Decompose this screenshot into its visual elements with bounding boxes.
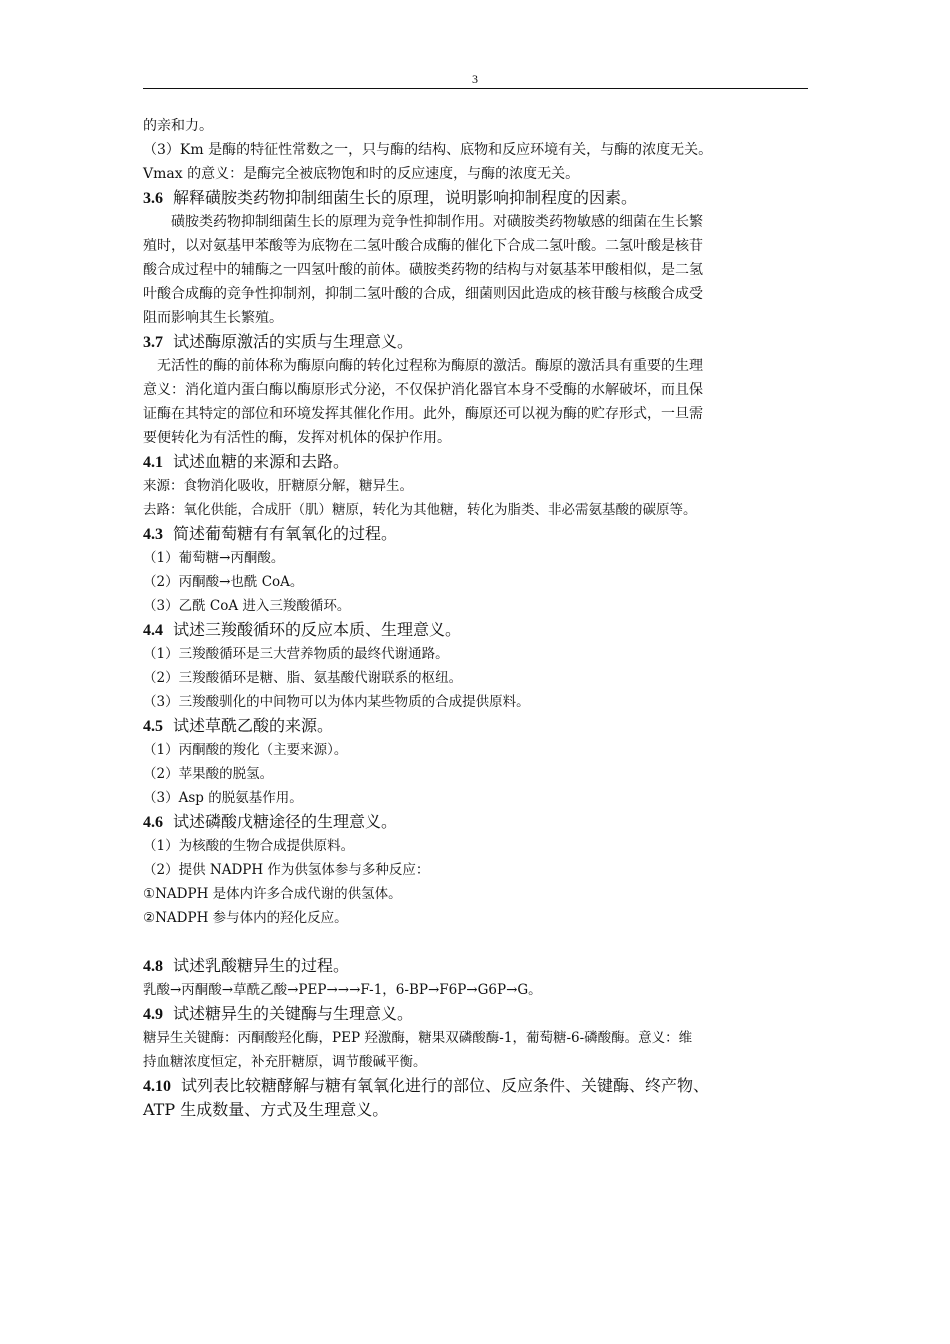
list-item: （3）三羧酸驯化的中间物可以为体内某些物质的合成提供原料。: [143, 694, 530, 710]
section-title: 试述酶原激活的实质与生理意义。: [173, 332, 414, 351]
section-number: 3.7: [143, 334, 163, 351]
header-rule: [143, 88, 808, 89]
paragraph-line: 糖异生关键酶：丙酮酸羟化酶，PEP 羟激酶，糖果双磷酸酶-1，葡萄糖-6-磷酸酶。意义：维: [143, 1030, 693, 1046]
section-number: 4.3: [143, 526, 163, 543]
list-item: （3）乙酰 CoA 进入三羧酸循环。: [143, 598, 351, 614]
section-title: 简述葡萄糖有有氧氧化的过程。: [173, 524, 398, 543]
list-item: （2）苹果酸的脱氢。: [143, 766, 274, 782]
section-number: 4.10: [143, 1078, 171, 1095]
section-heading-4-3: [143, 522, 808, 546]
list-item: （1）葡萄糖→丙酮酸。: [143, 550, 285, 566]
paragraph-line: 要便转化为有活性的酶，发挥对机体的保护作用。: [143, 430, 451, 446]
paragraph-line: 乳酸→丙酮酸→草酰乙酸→PEP→→→F-1，6-BP→F6P→G6P→G。: [143, 982, 542, 998]
list-item: （1）为核酸的生物合成提供原料。: [143, 838, 355, 854]
section-heading-4-4: [143, 618, 808, 642]
paragraph-line: 叶酸合成酶的竞争性抑制剂，抑制二氢叶酸的合成，细菌则因此造成的核苷酸与核酸合成受: [143, 286, 703, 302]
section-heading-4-10: [143, 1074, 808, 1098]
blank-line: [143, 930, 808, 954]
list-item: ②NADPH 参与体内的羟化反应。: [143, 910, 348, 926]
paragraph-line: 酸合成过程中的辅酶之一四氢叶酸的前体。磺胺类药物的结构与对氨基苯甲酸相似，是二氢: [143, 262, 703, 278]
section-number: 4.9: [143, 1006, 163, 1023]
paragraph-line: Vmax 的意义：是酶完全被底物饱和时的反应速度，与酶的浓度无关。: [143, 166, 580, 182]
list-item: ①NADPH 是体内许多合成代谢的供氢体。: [143, 886, 402, 902]
paragraph-line: 的亲和力。: [143, 118, 213, 134]
section-title: 试述血糖的来源和去路。: [173, 452, 350, 471]
section-title: 试述草酰乙酸的来源。: [173, 716, 334, 735]
section-heading-4-1: [143, 450, 808, 474]
section-title: 试述磷酸戊糖途径的生理意义。: [173, 812, 398, 831]
paragraph-line: 意义：消化道内蛋白酶以酶原形式分泌，不仅保护消化器官本身不受酶的水解破坏，而且保: [143, 382, 703, 398]
paragraph-line: 磺胺类药物抑制细菌生长的原理为竞争性抑制作用。对磺胺类药物敏感的细菌在生长繁: [171, 214, 703, 230]
section-number: 4.1: [143, 454, 163, 471]
section-heading-3-6: [143, 186, 808, 210]
section-heading-4-5: [143, 714, 808, 738]
paragraph-line: 无活性的酶的前体称为酶原向酶的转化过程称为酶原的激活。酶原的激活具有重要的生理: [157, 358, 703, 374]
section-number: 4.6: [143, 814, 163, 831]
list-item: （2）丙酮酸→也酰 CoA。: [143, 574, 304, 590]
section-title: 试列表比较糖酵解与糖有氧氧化进行的部位、反应条件、关键酶、终产物、: [181, 1076, 710, 1095]
document-body: [143, 114, 808, 1122]
section-heading-3-7: [143, 330, 808, 354]
section-number: 4.5: [143, 718, 163, 735]
section-title: 解释磺胺类药物抑制细菌生长的原理，说明影响抑制程度的因素。: [173, 188, 638, 207]
section-number: 4.8: [143, 958, 163, 975]
paragraph-line: 持血糖浓度恒定，补充肝糖原，调节酸碱平衡。: [143, 1054, 427, 1070]
list-item: （2）三羧酸循环是糖、脂、氨基酸代谢联系的枢纽。: [143, 670, 463, 686]
paragraph-line: 来源：食物消化吸收，肝糖原分解，糖异生。: [143, 478, 413, 494]
section-title-continued: ATP 生成数量、方式及生理意义。: [143, 1100, 389, 1119]
section-title: 试述乳酸糖异生的过程。: [173, 956, 350, 975]
paragraph-line: 殖时，以对氨基甲苯酸等为底物在二氢叶酸合成酶的催化下合成二氢叶酸。二氢叶酸是核苷: [143, 238, 703, 254]
section-title: 试述糖异生的关键酶与生理意义。: [173, 1004, 414, 1023]
paragraph-line: 阻而影响其生长繁殖。: [143, 310, 283, 326]
list-item: （3）Asp 的脱氨基作用。: [143, 790, 303, 806]
section-title: 试述三羧酸循环的反应本质、生理意义。: [173, 620, 462, 639]
list-item: （1）丙酮酸的羧化（主要来源）。: [143, 742, 348, 758]
list-item: （1）三羧酸循环是三大营养物质的最终代谢通路。: [143, 646, 449, 662]
paragraph-line: （3）Km 是酶的特征性常数之一，只与酶的结构、底物和反应环境有关，与酶的浓度无关。: [143, 142, 713, 158]
section-number: 3.6: [143, 190, 163, 207]
section-heading-4-6: [143, 810, 808, 834]
section-heading-4-9: [143, 1002, 808, 1026]
section-number: 4.4: [143, 622, 163, 639]
section-heading-4-8: [143, 954, 808, 978]
page-number: 3: [472, 72, 478, 86]
paragraph-line: 证酶在其特定的部位和环境发挥其催化作用。此外，酶原还可以视为酶的贮存形式，一旦需: [143, 406, 703, 422]
list-item: （2）提供 NADPH 作为供氢体参与多种反应：: [143, 862, 430, 878]
paragraph-line: 去路：氧化供能，合成肝（肌）糖原，转化为其他糖，转化为脂类、非必需氨基酸的碳原等。: [143, 502, 697, 518]
